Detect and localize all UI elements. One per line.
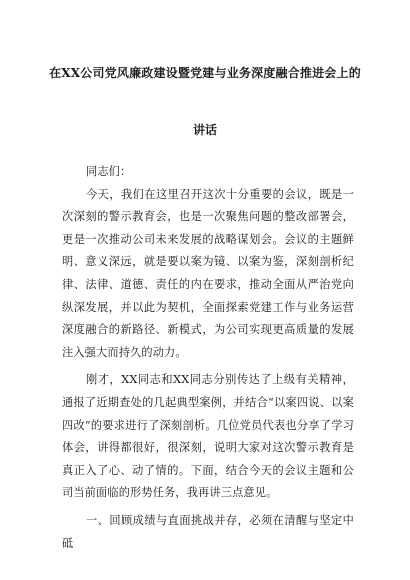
document-body	[62, 161, 354, 555]
paragraph-1: 今天，我们在这里召开这次十分重要的会议，既是一次深刻的警示教育会，也是一次聚焦问题的整改部署会，更是一次推动公司未来发展的战略谋划会。会议的主题鲜明、意义深远，就是要以案为镜、以案为鉴，深刻剖析纪律、法律、道德、责任的内在要求，推动全面从严治党向纵深发展，并以此为契机，全面探索党建工作与业务运营深度融合的新路径、新模式，为公司实现更高质量的发展注入强大而持久的动力。	[62, 187, 354, 359]
greeting: 同志们：	[86, 165, 132, 178]
document-title: 在XX公司党风廉政建设暨党建与业务深度融合推进会上的	[49, 66, 361, 80]
document-title-continuation: 讲话	[192, 123, 217, 137]
paragraph-2: 刚才，XX同志和XX同志分别传达了上级有关精神，通报了近期查处的几起典型案例，并结合“以案四说、以案四改”的要求进行了深刻剖析。几位党员代表也分享了学习体会，讲得都很好，很深刻，说明大家对这次警示教育是真正入了心、动了情的。下面，结合今天的会议主题和公司当前面临的形势任务，我再讲三点意见。	[62, 373, 354, 500]
section-heading-1: 一、回顾成绩与直面挑战并存，必须在清醒与坚定中砥	[62, 513, 354, 550]
